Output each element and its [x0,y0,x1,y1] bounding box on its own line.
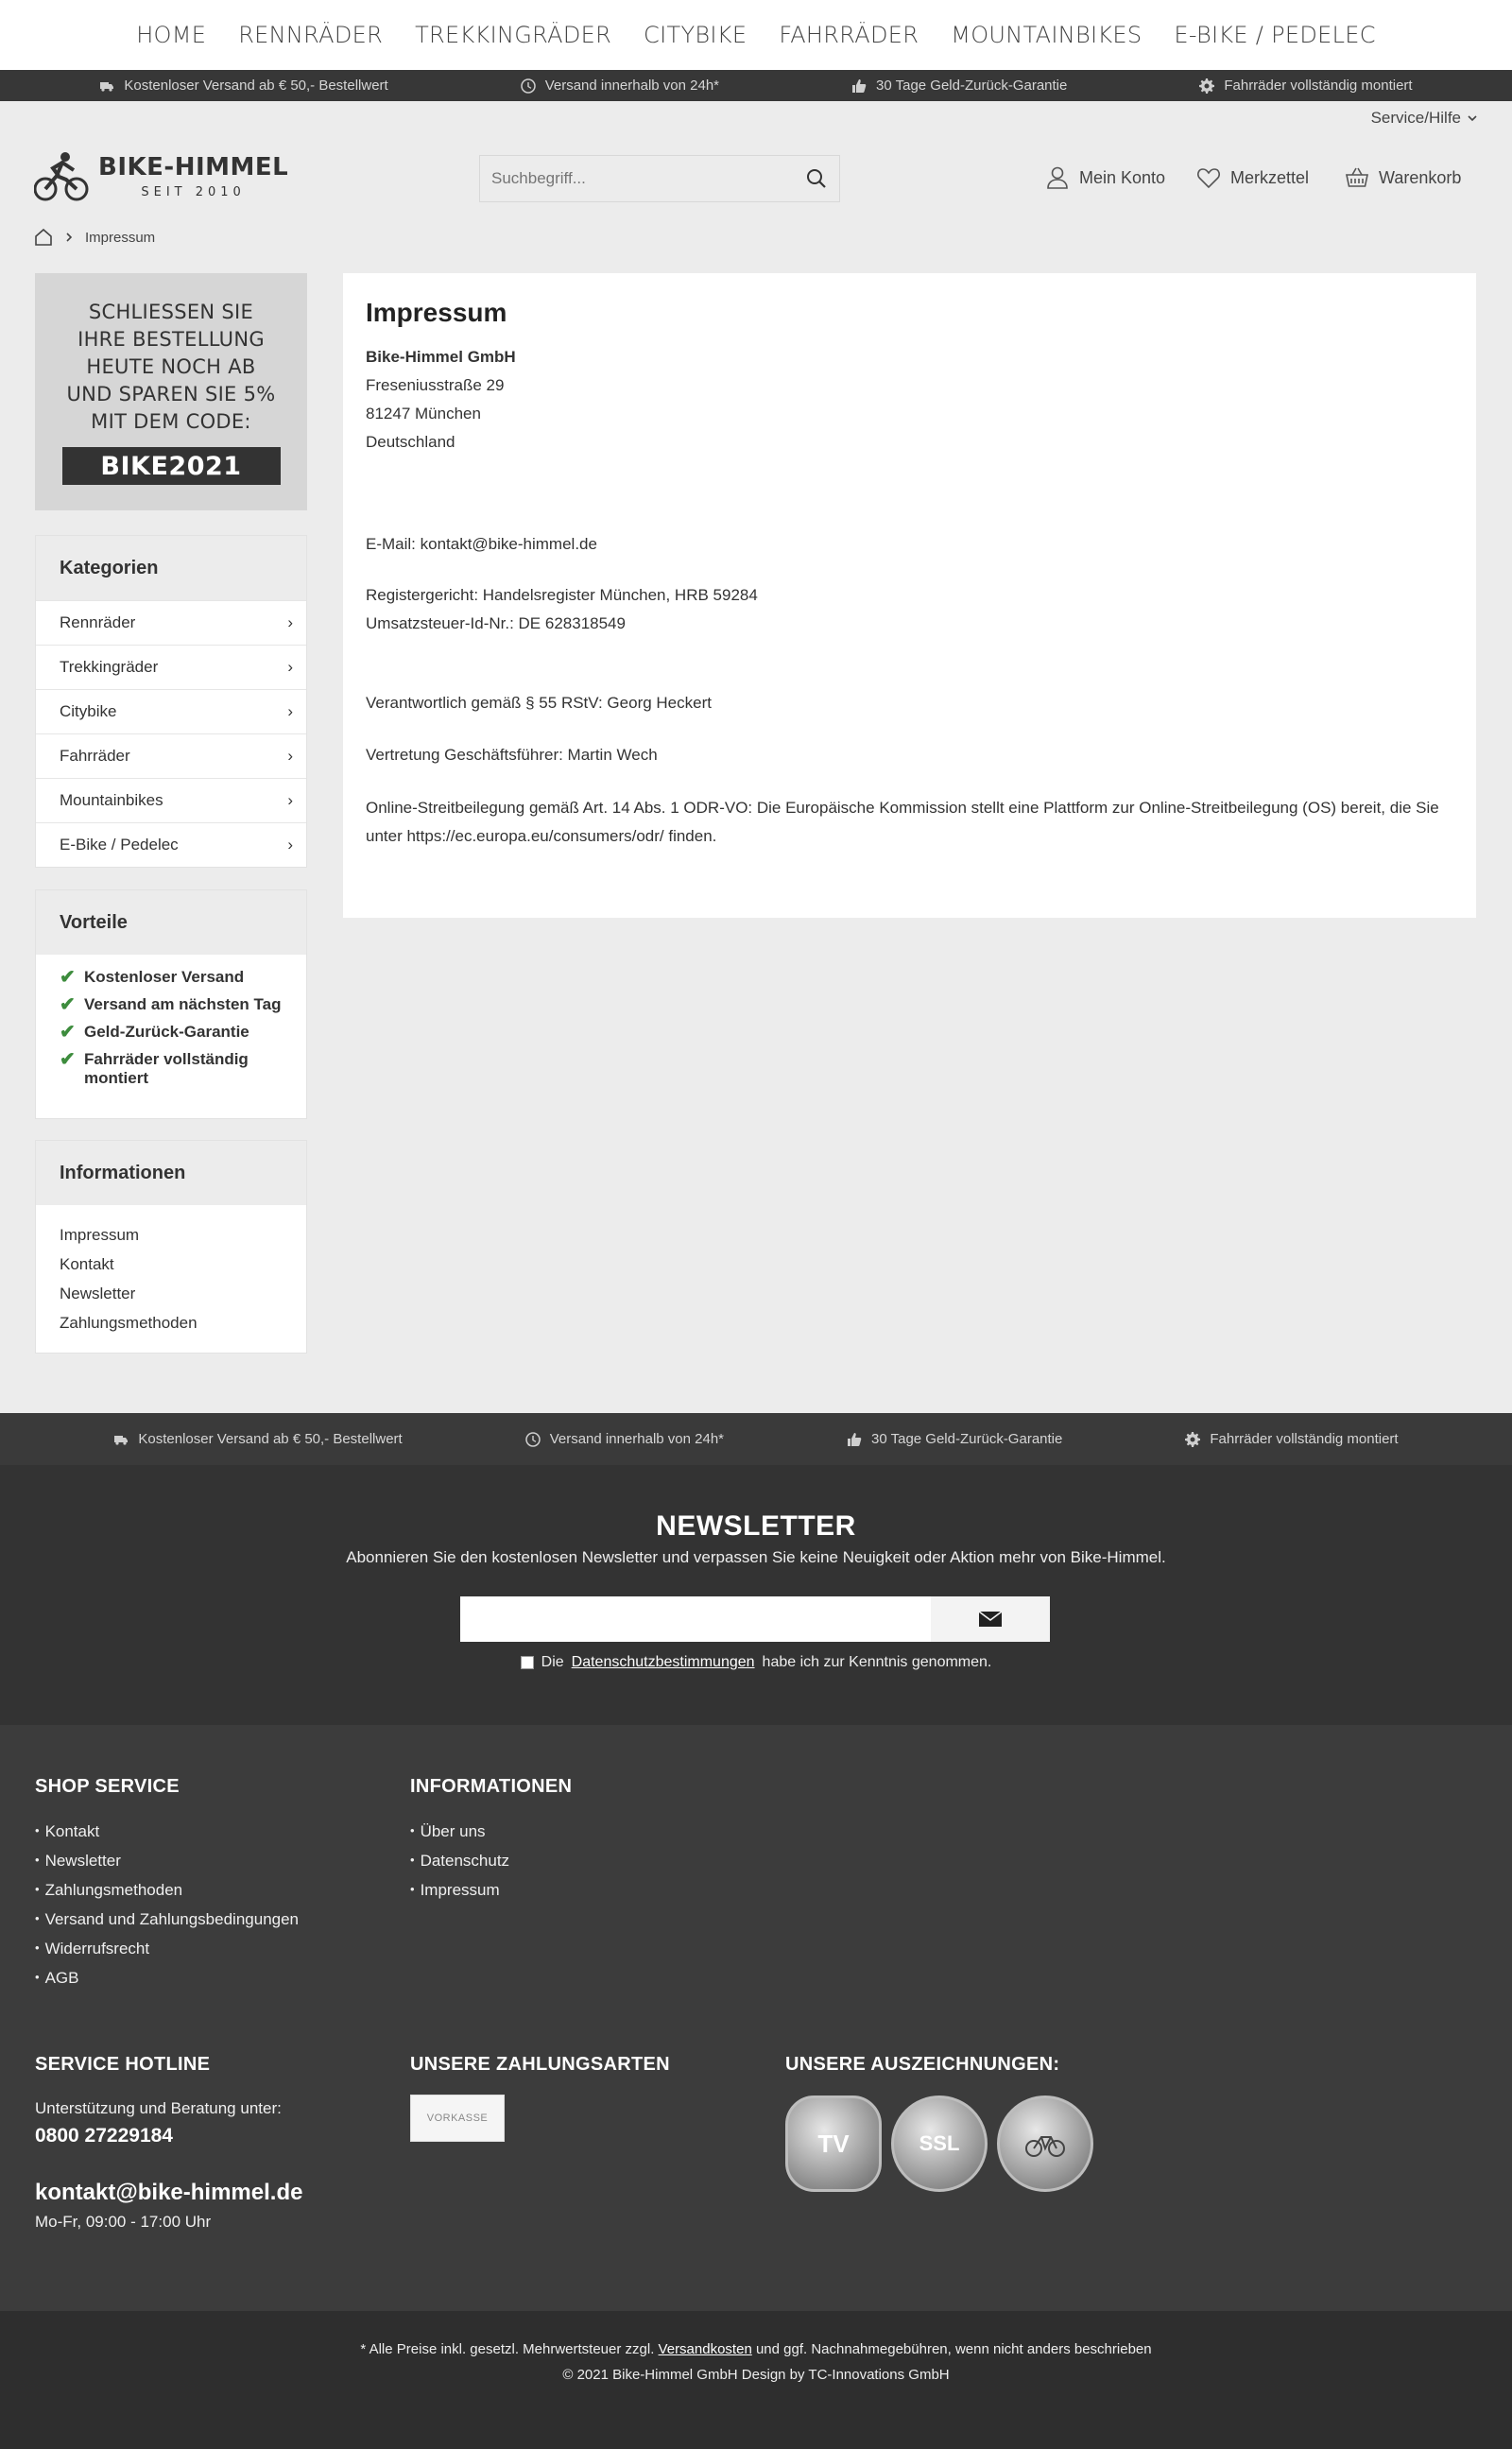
benefits-title: Vorteile [36,890,306,955]
footer-link[interactable]: • AGB [35,1963,299,1992]
usp-item [847,1431,1062,1447]
chevron-right-icon [64,232,74,243]
newsletter-title: NEWSLETTER [656,1510,856,1542]
promo-line: SCHLIESSEN SIE [88,301,254,323]
usp-item [1185,1431,1398,1447]
usp-item [113,1431,402,1447]
usp-text: Kostenloser Versand ab € 50,- Bestellwert [124,78,388,94]
information-title: Informationen [36,1141,306,1205]
benefit-item [60,1050,287,1088]
street: Freseniusstraße 29 [366,376,505,394]
footer [0,1725,1512,2311]
user-icon [1045,165,1070,190]
category-label: Mountainbikes [60,791,163,809]
usp-item [851,78,1067,94]
thumbs-up-icon [847,1432,862,1447]
consent-text-post: habe ich zur Kenntnis genommen. [762,1654,992,1670]
ceo-line: Vertretung Geschäftsführer: Martin Wech [366,746,658,764]
bicycle-icon [1024,2130,1066,2158]
account-button[interactable] [1045,165,1165,190]
footer-link[interactable]: • Widerrufsrecht [35,1934,299,1963]
info-link-kontakt[interactable]: Kontakt [60,1255,114,1273]
chevron-right-icon: › [287,747,293,765]
checkmark-icon: ✔ [60,1049,76,1070]
hotline-phone[interactable]: 0800 27229184 [35,2125,173,2147]
category-item[interactable] [36,645,306,689]
price-note-post: und ggf. Nachnahmegebühren, wenn nicht anders beschrieben [755,2341,1152,2357]
benefit-label: Kostenloser Versand [84,968,245,986]
seal-label: SSL [919,2131,960,2155]
usp-text: Fahrräder vollständig montiert [1210,1431,1399,1447]
category-label: Trekkingräder [60,658,159,676]
informationen-title: INFORMATIONEN [410,1776,573,1797]
search-bar [479,155,840,202]
footer-link[interactable]: • Impressum [410,1875,572,1905]
clock-icon [521,78,536,94]
main-navigation [0,0,1512,70]
truck-icon [99,78,114,94]
promo-line: IHRE BESTELLUNG [77,328,265,351]
basket-icon [1345,165,1369,190]
cyclist-logo-icon [34,149,89,202]
usp-text: Fahrräder vollständig montiert [1224,78,1413,94]
city: 81247 München [366,405,481,423]
heart-icon [1196,165,1221,190]
usp-text: 30 Tage Geld-Zurück-Garantie [876,78,1068,94]
thumbs-up-icon [851,78,867,94]
footer-link[interactable]: • Kontakt [35,1817,299,1846]
email-line: E-Mail: kontakt@bike-himmel.de [366,535,597,553]
search-button[interactable] [794,156,839,201]
category-label: E-Bike / Pedelec [60,836,179,854]
checkmark-icon: ✔ [60,1022,76,1043]
home-icon[interactable] [34,228,53,247]
chevron-right-icon: › [287,658,293,676]
checkmark-icon: ✔ [60,994,76,1015]
footer-link[interactable]: • Datenschutz [410,1846,572,1875]
consent-checkbox[interactable] [521,1656,534,1669]
newsletter-email-input[interactable] [460,1596,931,1642]
search-input[interactable] [491,169,794,188]
chevron-right-icon: › [287,791,293,809]
shipping-costs-link[interactable]: Versandkosten [658,2341,752,2357]
nav-citybike[interactable]: CITYBIKE [644,22,747,48]
nav-ebike-pedelec[interactable]: E-BIKE / PEDELEC [1174,22,1376,48]
ssl-seal-icon [891,2095,988,2192]
breadcrumb-current[interactable]: Impressum [85,229,156,246]
benefit-item [60,968,287,987]
cart-button[interactable] [1345,165,1461,190]
chevron-right-icon: › [287,702,293,720]
logo[interactable] [34,149,288,202]
service-help-label: Service/Hilfe [1370,109,1461,127]
benefit-label: Versand am nächsten Tag [84,995,282,1013]
footer-link[interactable]: • Über uns [410,1817,572,1846]
usp-item [99,78,387,94]
promo-text [66,299,275,436]
category-label: Fahrräder [60,747,130,765]
promo-banner[interactable] [35,273,307,510]
benefit-label: Fahrräder vollständig montiert [84,1050,249,1087]
benefit-item [60,995,287,1014]
footer-link[interactable]: • Newsletter [35,1846,299,1875]
categories-title: Kategorien [36,536,306,600]
category-item[interactable] [36,778,306,822]
usp-bar-top [0,70,1512,101]
breadcrumb [34,228,155,247]
chevron-right-icon: › [287,613,293,631]
nav-mountainbikes[interactable]: MOUNTAINBIKES [951,22,1143,48]
hotline-hours: Mo-Fr, 09:00 - 17:00 Uhr [35,2213,212,2231]
newsletter-consent [0,1654,1512,1671]
vorkasse-badge: VORKASSE [410,2095,505,2142]
newsletter-subtitle: Abonnieren Sie den kostenlosen Newsletter und verpassen Sie keine Neuigkeit oder Aktion mehr von Bike-Himmel. [346,1548,1166,1566]
category-label: Citybike [60,702,117,720]
informationen-column [410,1776,572,1905]
service-help-menu[interactable] [1371,109,1478,128]
gear-icon [1199,78,1214,94]
usp-item [1199,78,1412,94]
benefit-item [60,1023,287,1042]
footer-link[interactable]: • Zahlungsmethoden [35,1875,299,1905]
seal-label: TV [817,2129,850,2158]
vat-line: Umsatzsteuer-Id-Nr.: DE 628318549 [366,614,626,632]
nav-rennraeder[interactable]: RENNRÄDER [238,22,384,48]
usp-text: Versand innerhalb von 24h* [544,78,720,94]
payment-title: UNSERE ZAHLUNGSARTEN [410,2054,670,2075]
category-item[interactable] [36,733,306,778]
newsletter-submit-button[interactable] [931,1596,1050,1642]
checkmark-icon: ✔ [60,967,76,988]
usp-text: 30 Tage Geld-Zurück-Garantie [871,1431,1063,1447]
copyright-text: © 2021 Bike-Himmel GmbH Design by TC-Innovations GmbH [562,2367,950,2383]
country: Deutschland [366,433,455,451]
hotline-email[interactable]: kontakt@bike-himmel.de [35,2180,303,2205]
page-title: Impressum [366,298,507,327]
category-label: Rennräder [60,613,136,631]
usp-text: Versand innerhalb von 24h* [549,1431,725,1447]
usp-item [521,78,719,94]
company-name: Bike-Himmel GmbH [366,348,516,366]
nav-trekkingraeder[interactable]: TREKKINGRÄDER [415,22,612,48]
category-item[interactable] [36,689,306,733]
register-line: Registergericht: Handelsregister München, HRB 59284 [366,586,758,604]
responsible-line: Verantwortlich gemäß § 55 RStV: Georg Heckert [366,694,712,712]
wishlist-label: Merkzettel [1230,167,1310,187]
newsletter-section [0,1465,1512,1725]
shop-service-column [35,1776,299,1992]
payment-column [410,2054,670,2142]
benefit-label: Geld-Zurück-Garantie [84,1023,249,1041]
awards-title: UNSERE AUSZEICHNUNGEN: [785,2054,1060,2075]
price-note-pre: * Alle Preise inkl. gesetzl. Mehrwertsteuer zzgl. [360,2341,655,2357]
usp-text: Kostenloser Versand ab € 50,- Bestellwert [138,1431,403,1447]
usp-bar-bottom [0,1413,1512,1465]
hotline-title: SERVICE HOTLINE [35,2054,211,2075]
logo-name: BIKE-HIMMEL [98,152,289,181]
search-icon [805,167,828,190]
envelope-icon [979,1612,1002,1627]
nav-fahrraeder[interactable]: FAHRRÄDER [779,22,919,48]
promo-code: BIKE2021 [62,447,281,485]
bicycle-award-seal-icon [997,2095,1093,2192]
awards-column [785,2054,1163,2196]
consent-text-pre: Die [541,1654,564,1670]
hotline-subtitle: Unterstützung und Beratung unter: [35,2099,282,2117]
category-item[interactable] [36,822,306,867]
logo-since: SEIT 2010 [141,184,246,199]
tuev-seal-icon [785,2095,882,2192]
nav-home[interactable]: HOME [136,22,207,48]
promo-line: HEUTE NOCH AB [86,355,256,378]
impressum-content [343,273,1476,918]
cart-label: Warenkorb [1379,167,1462,187]
info-link-impressum[interactable]: Impressum [60,1226,140,1244]
chevron-down-icon [1467,112,1478,124]
truck-icon [113,1432,129,1447]
shop-service-title: SHOP SERVICE [35,1776,180,1797]
categories-box [35,535,307,868]
usp-item [525,1431,724,1447]
promo-line: UND SPAREN SIE 5% [66,383,276,405]
category-item[interactable] [36,600,306,645]
gear-icon [1185,1432,1200,1447]
privacy-link[interactable]: Datenschutzbestimmungen [571,1654,755,1670]
copyright-bar [0,2311,1512,2449]
info-link-zahlungsmethoden[interactable]: Zahlungsmethoden [60,1314,198,1332]
odr-text: Online-Streitbeilegung gemäß Art. 14 Abs. 1 ODR-VO: Die Europäische Kommission stellt eine Plattform zur Online-Streitbeilegung (OS) bereit, die Sie unter https://ec.europa.eu/consumers/odr/ finden. [366,799,1439,845]
hotline-column [35,2054,302,2236]
benefits-box [35,889,307,1119]
newsletter-form [460,1596,1050,1642]
footer-link[interactable]: • Versand und Zahlungsbedingungen [35,1905,299,1934]
information-box [35,1140,307,1354]
promo-line: MIT DEM CODE: [91,410,251,433]
wishlist-button[interactable] [1196,165,1309,190]
clock-icon [525,1432,541,1447]
account-label: Mein Konto [1079,167,1166,187]
chevron-right-icon: › [287,836,293,854]
info-link-newsletter[interactable]: Newsletter [60,1285,136,1302]
